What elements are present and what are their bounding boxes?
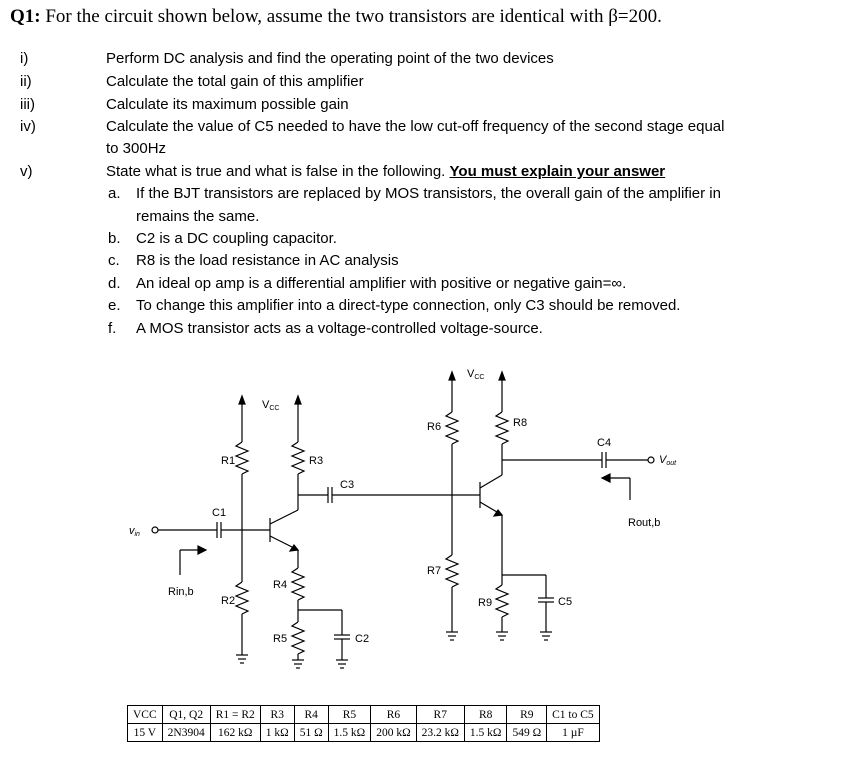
r1-label: R1: [221, 455, 236, 467]
table-header-cell: R1 = R2: [210, 706, 260, 724]
subitem-text: An ideal op amp is a differential amplifier with positive or negative gain=∞.: [136, 275, 627, 292]
vout-label: Vout: [659, 454, 677, 467]
vcc-label: VCC: [262, 399, 280, 412]
r4-label: R4: [273, 579, 288, 591]
c4-label: C4: [597, 437, 612, 449]
circuit-schematic: [0, 360, 845, 700]
task-text: Calculate the total gain of this amplifier: [106, 73, 364, 90]
parameter-table: [127, 705, 600, 742]
subitem-letter: f.: [108, 320, 117, 337]
table-row: [128, 724, 600, 742]
rin-label: Rin,b: [168, 586, 194, 598]
c3-label: C3: [340, 479, 355, 491]
table-header-cell: R5: [328, 706, 371, 724]
question-label: Q1:: [10, 6, 41, 27]
task-number: i): [20, 50, 29, 67]
vin-label: vin: [129, 525, 140, 538]
table-cell: 1 µF: [547, 724, 600, 742]
subitem-text: R8 is the load resistance in AC analysis: [136, 252, 399, 269]
table-cell: 15 V: [128, 724, 163, 742]
task-number: ii): [20, 73, 32, 90]
c2-label: C2: [355, 633, 370, 645]
table-header-cell: R4: [294, 706, 328, 724]
task-number: iii): [20, 96, 35, 113]
rout-label: Rout,b: [628, 517, 661, 529]
table-row: [128, 706, 600, 724]
table-header-cell: R3: [260, 706, 294, 724]
subitem-letter: e.: [108, 297, 121, 314]
table-header-cell: VCC: [128, 706, 163, 724]
table-cell: 1 kΩ: [260, 724, 294, 742]
subitem-letter: d.: [108, 275, 121, 292]
subitem-text: If the BJT transistors are replaced by MOS transistors, the overall gain of the amplifier in: [136, 185, 721, 202]
subitem-letter: b.: [108, 230, 121, 247]
question-text: For the circuit shown below, assume the two transistors are identical with β=200.: [45, 6, 662, 27]
table-header-cell: R9: [507, 706, 547, 724]
r3-label: R3: [309, 455, 324, 467]
table-cell: 2N3904: [162, 724, 210, 742]
subitem-text: To change this amplifier into a direct-type connection, only C3 should be removed.: [136, 297, 681, 314]
r8-label: R8: [513, 417, 528, 429]
subitem-letter: a.: [108, 185, 121, 202]
task-text-continuation: to 300Hz: [106, 140, 167, 157]
r6-label: R6: [427, 421, 442, 433]
task-number: iv): [20, 118, 36, 135]
r2-label: R2: [221, 595, 236, 607]
table-header-cell: R6: [371, 706, 416, 724]
table-cell: 1.5 kΩ: [464, 724, 507, 742]
table-cell: 23.2 kΩ: [416, 724, 464, 742]
table-cell: 162 kΩ: [210, 724, 260, 742]
task-text-plain: State what is true and what is false in the following.: [106, 163, 446, 180]
r7-label: R7: [427, 565, 442, 577]
vcc-label: VCC: [467, 368, 485, 381]
r9-label: R9: [478, 597, 493, 609]
task-text: Calculate its maximum possible gain: [106, 96, 349, 113]
subitem-letter: c.: [108, 252, 120, 269]
table-cell: 1.5 kΩ: [328, 724, 371, 742]
table-header-cell: R8: [464, 706, 507, 724]
c1-label: C1: [212, 507, 227, 519]
subitem-text: A MOS transistor acts as a voltage-controlled voltage-source.: [136, 320, 543, 337]
table-cell: 200 kΩ: [371, 724, 416, 742]
subitem-text: C2 is a DC coupling capacitor.: [136, 230, 337, 247]
task-text: [106, 163, 665, 180]
table-header-cell: R7: [416, 706, 464, 724]
c5-label: C5: [558, 596, 573, 608]
task-number: v): [20, 163, 33, 180]
question-heading: [10, 6, 662, 28]
task-emphasis: You must explain your answer: [449, 163, 666, 180]
task-text: Perform DC analysis and find the operating point of the two devices: [106, 50, 554, 67]
table-header-cell: C1 to C5: [547, 706, 600, 724]
table-cell: 549 Ω: [507, 724, 547, 742]
r5-label: R5: [273, 633, 288, 645]
subitem-text-continuation: remains the same.: [136, 208, 260, 225]
table-cell: 51 Ω: [294, 724, 328, 742]
table-header-cell: Q1, Q2: [162, 706, 210, 724]
task-text: Calculate the value of C5 needed to have the low cut-off frequency of the second stage equal: [106, 118, 725, 135]
